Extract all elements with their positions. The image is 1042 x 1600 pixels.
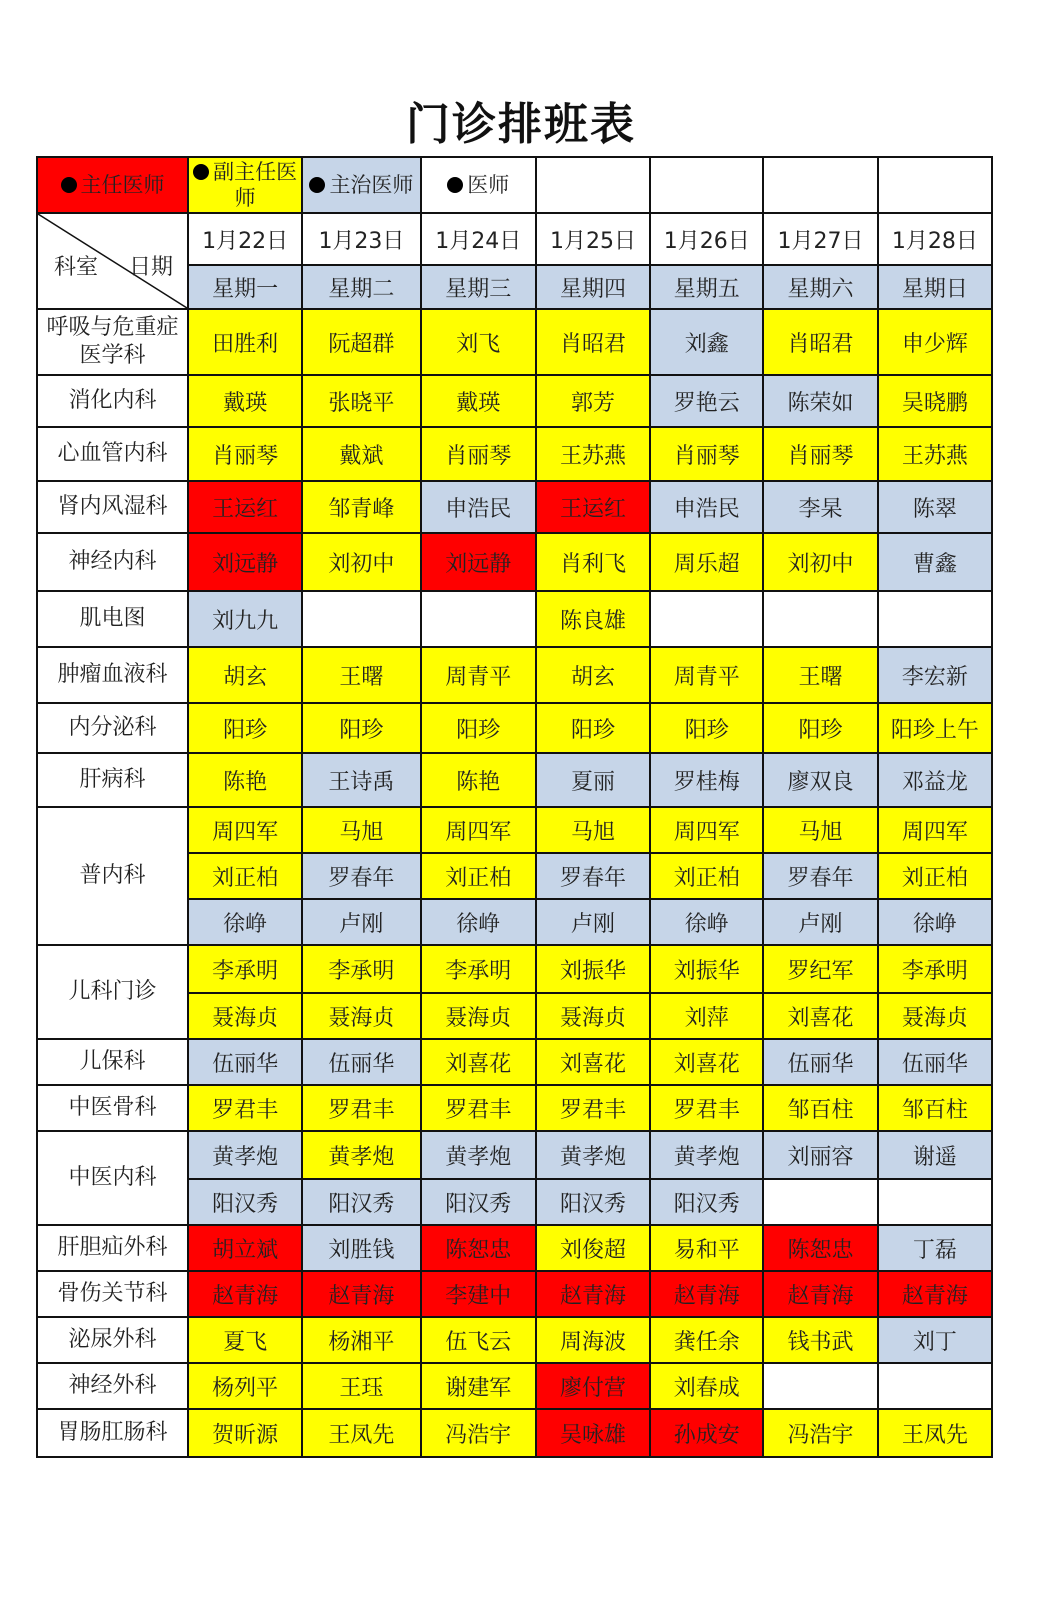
doctor-cell: 刘鑫	[650, 309, 763, 375]
doctor-cell: 聂海贞	[421, 993, 536, 1039]
doctor-cell: 陈恕忠	[763, 1225, 877, 1271]
doctor-cell: 黄孝炮	[188, 1131, 302, 1179]
doctor-cell: 刘振华	[650, 945, 763, 993]
doctor-cell: 黄孝炮	[302, 1131, 420, 1179]
doctor-cell: 胡立斌	[188, 1225, 302, 1271]
dept-header-label: 科室	[54, 255, 99, 280]
date-header-label: 日期	[128, 255, 173, 280]
doctor-cell: 罗君丰	[536, 1085, 650, 1131]
empty-cell	[763, 157, 877, 213]
doctor-cell: 罗春年	[536, 853, 650, 899]
department-name: 心血管内科	[37, 427, 188, 481]
doctor-cell: 马旭	[536, 807, 650, 853]
doctor-cell: 阳汉秀	[188, 1179, 302, 1225]
doctor-cell: 杨湘平	[302, 1317, 420, 1363]
schedule-row	[37, 1225, 992, 1271]
department-name: 儿科门诊	[37, 945, 188, 1039]
empty-cell	[878, 157, 992, 213]
doctor-cell: 阳汉秀	[536, 1179, 650, 1225]
doctor-cell: 罗艳云	[650, 375, 763, 427]
doctor-cell: 邹百柱	[878, 1085, 992, 1131]
schedule-row	[37, 533, 992, 591]
doctor-cell: 申少辉	[878, 309, 992, 375]
doctor-cell: 刘正柏	[878, 853, 992, 899]
doctor-cell: 申浩民	[421, 481, 536, 533]
weekday-cell: 星期六	[763, 265, 877, 309]
bullet-icon	[61, 177, 77, 193]
doctor-cell: 伍丽华	[763, 1039, 877, 1085]
doctor-cell: 聂海贞	[188, 993, 302, 1039]
doctor-cell: 田胜利	[188, 309, 302, 375]
department-name: 消化内科	[37, 375, 188, 427]
doctor-cell: 刘喜花	[421, 1039, 536, 1085]
doctor-cell: 王苏燕	[878, 427, 992, 481]
doctor-cell: 伍飞云	[421, 1317, 536, 1363]
doctor-cell: 肖丽琴	[421, 427, 536, 481]
doctor-cell	[763, 591, 877, 647]
doctor-cell: 阳珍	[536, 703, 650, 753]
doctor-cell: 阳汉秀	[650, 1179, 763, 1225]
schedule-row	[37, 945, 992, 993]
doctor-cell: 刘正柏	[421, 853, 536, 899]
department-name: 泌尿外科	[37, 1317, 188, 1363]
doctor-cell: 周乐超	[650, 533, 763, 591]
doctor-cell: 陈恕忠	[421, 1225, 536, 1271]
doctor-cell: 王曙	[763, 647, 877, 703]
doctor-cell: 李承明	[421, 945, 536, 993]
schedule-row	[37, 753, 992, 807]
schedule-row	[37, 703, 992, 753]
doctor-cell: 廖付营	[536, 1363, 650, 1409]
doctor-cell: 王凤先	[302, 1409, 420, 1457]
doctor-cell: 马旭	[302, 807, 420, 853]
schedule-row	[37, 1039, 992, 1085]
doctor-cell: 罗纪军	[763, 945, 877, 993]
doctor-cell: 阳珍上午	[878, 703, 992, 753]
doctor-cell: 聂海贞	[536, 993, 650, 1039]
doctor-cell: 易和平	[650, 1225, 763, 1271]
doctor-cell: 曹鑫	[878, 533, 992, 591]
doctor-cell: 赵青海	[536, 1271, 650, 1317]
legend-attending-physician: 主治医师	[302, 157, 420, 213]
doctor-cell: 刘振华	[536, 945, 650, 993]
doctor-cell: 孙成安	[650, 1409, 763, 1457]
schedule-row	[37, 309, 992, 375]
doctor-cell: 徐峥	[878, 899, 992, 945]
doctor-cell: 阳汉秀	[421, 1179, 536, 1225]
doctor-cell: 王珏	[302, 1363, 420, 1409]
doctor-cell: 李承明	[302, 945, 420, 993]
doctor-cell: 冯浩宇	[421, 1409, 536, 1457]
doctor-cell: 邹百柱	[763, 1085, 877, 1131]
schedule-row	[37, 1363, 992, 1409]
bullet-icon	[447, 177, 463, 193]
department-name: 内分泌科	[37, 703, 188, 753]
department-name: 普内科	[37, 807, 188, 945]
doctor-cell: 黄孝炮	[650, 1131, 763, 1179]
doctor-cell: 肖丽琴	[650, 427, 763, 481]
doctor-cell	[302, 591, 420, 647]
header-corner	[37, 213, 188, 309]
doctor-cell: 陈荣如	[763, 375, 877, 427]
doctor-cell: 刘丽容	[763, 1131, 877, 1179]
doctor-cell: 罗君丰	[421, 1085, 536, 1131]
date-cell: 1月27日	[763, 213, 877, 265]
department-name: 骨伤关节科	[37, 1271, 188, 1317]
doctor-cell: 刘俊超	[536, 1225, 650, 1271]
doctor-cell: 夏丽	[536, 753, 650, 807]
department-name: 中医内科	[37, 1131, 188, 1225]
doctor-cell: 徐峥	[650, 899, 763, 945]
date-cell: 1月22日	[188, 213, 302, 265]
doctor-cell: 黄孝炮	[421, 1131, 536, 1179]
department-name: 神经内科	[37, 533, 188, 591]
doctor-cell: 阮超群	[302, 309, 420, 375]
doctor-cell: 周四军	[188, 807, 302, 853]
doctor-cell: 罗桂梅	[650, 753, 763, 807]
legend-chief-physician: 主任医师	[37, 157, 188, 213]
doctor-cell: 刘飞	[421, 309, 536, 375]
doctor-cell: 伍丽华	[878, 1039, 992, 1085]
department-name: 肾内风湿科	[37, 481, 188, 533]
doctor-cell: 王诗禹	[302, 753, 420, 807]
doctor-cell: 陈艳	[188, 753, 302, 807]
department-name: 儿保科	[37, 1039, 188, 1085]
doctor-cell: 刘喜花	[536, 1039, 650, 1085]
doctor-cell: 卢刚	[302, 899, 420, 945]
doctor-cell: 肖利飞	[536, 533, 650, 591]
doctor-cell: 谢建军	[421, 1363, 536, 1409]
doctor-cell: 阳珍	[763, 703, 877, 753]
doctor-cell	[763, 1179, 877, 1225]
department-name: 肝胆疝外科	[37, 1225, 188, 1271]
doctor-cell: 张晓平	[302, 375, 420, 427]
schedule-row	[37, 1131, 992, 1179]
doctor-cell: 聂海贞	[302, 993, 420, 1039]
date-row	[37, 213, 992, 265]
doctor-cell: 杨列平	[188, 1363, 302, 1409]
doctor-cell	[878, 1179, 992, 1225]
date-cell: 1月25日	[536, 213, 650, 265]
schedule-row	[37, 591, 992, 647]
legend-associate-chief-physician: 副主任医师	[188, 157, 302, 213]
doctor-cell: 肖丽琴	[763, 427, 877, 481]
doctor-cell: 罗君丰	[302, 1085, 420, 1131]
department-name: 肿瘤血液科	[37, 647, 188, 703]
department-name: 肝病科	[37, 753, 188, 807]
doctor-cell: 周海波	[536, 1317, 650, 1363]
doctor-cell: 罗君丰	[650, 1085, 763, 1131]
date-cell: 1月28日	[878, 213, 992, 265]
doctor-cell: 肖昭君	[763, 309, 877, 375]
doctor-cell: 冯浩宇	[763, 1409, 877, 1457]
legend-row	[37, 157, 992, 213]
doctor-cell	[878, 591, 992, 647]
doctor-cell: 申浩民	[650, 481, 763, 533]
schedule-row	[37, 375, 992, 427]
doctor-cell: 马旭	[763, 807, 877, 853]
empty-cell	[536, 157, 650, 213]
doctor-cell: 卢刚	[536, 899, 650, 945]
doctor-cell: 陈艳	[421, 753, 536, 807]
doctor-cell: 阳珍	[302, 703, 420, 753]
schedule-row	[37, 427, 992, 481]
doctor-cell: 徐峥	[188, 899, 302, 945]
doctor-cell: 胡玄	[188, 647, 302, 703]
date-cell: 1月23日	[302, 213, 420, 265]
doctor-cell: 廖双良	[763, 753, 877, 807]
doctor-cell: 李承明	[878, 945, 992, 993]
doctor-cell: 肖丽琴	[188, 427, 302, 481]
doctor-cell: 王运红	[188, 481, 302, 533]
doctor-cell: 钱书武	[763, 1317, 877, 1363]
doctor-cell: 肖昭君	[536, 309, 650, 375]
doctor-cell	[650, 591, 763, 647]
doctor-cell: 黄孝炮	[536, 1131, 650, 1179]
weekday-cell: 星期四	[536, 265, 650, 309]
doctor-cell: 刘正柏	[650, 853, 763, 899]
doctor-cell: 徐峥	[421, 899, 536, 945]
department-name: 神经外科	[37, 1363, 188, 1409]
doctor-cell: 邓益龙	[878, 753, 992, 807]
weekday-cell: 星期五	[650, 265, 763, 309]
doctor-cell: 李宏新	[878, 647, 992, 703]
page-title: 门诊排班表	[406, 99, 636, 150]
bullet-icon	[193, 164, 209, 180]
doctor-cell: 赵青海	[763, 1271, 877, 1317]
doctor-cell: 夏飞	[188, 1317, 302, 1363]
weekday-cell: 星期一	[188, 265, 302, 309]
doctor-cell: 赵青海	[650, 1271, 763, 1317]
weekday-cell: 星期三	[421, 265, 536, 309]
doctor-cell: 阳珍	[650, 703, 763, 753]
doctor-cell: 刘远静	[421, 533, 536, 591]
doctor-cell: 邹青峰	[302, 481, 420, 533]
doctor-cell	[878, 1363, 992, 1409]
doctor-cell	[421, 591, 536, 647]
doctor-cell: 王运红	[536, 481, 650, 533]
doctor-cell: 戴斌	[302, 427, 420, 481]
schedule-row	[37, 481, 992, 533]
doctor-cell: 卢刚	[763, 899, 877, 945]
schedule-row	[37, 807, 992, 853]
schedule-table	[36, 156, 993, 1458]
schedule-row	[37, 1317, 992, 1363]
doctor-cell: 周四军	[421, 807, 536, 853]
department-name: 呼吸与危重症医学科	[37, 309, 188, 375]
doctor-cell: 伍丽华	[302, 1039, 420, 1085]
doctor-cell: 周青平	[650, 647, 763, 703]
doctor-cell: 刘喜花	[763, 993, 877, 1039]
doctor-cell: 丁磊	[878, 1225, 992, 1271]
department-name: 中医骨科	[37, 1085, 188, 1131]
doctor-cell: 聂海贞	[878, 993, 992, 1039]
doctor-cell: 刘萍	[650, 993, 763, 1039]
schedule-row	[37, 1409, 992, 1457]
date-cell: 1月26日	[650, 213, 763, 265]
doctor-cell: 刘胜钱	[302, 1225, 420, 1271]
doctor-cell: 阳汉秀	[302, 1179, 420, 1225]
doctor-cell: 赵青海	[878, 1271, 992, 1317]
doctor-cell: 刘丁	[878, 1317, 992, 1363]
doctor-cell: 周四军	[878, 807, 992, 853]
doctor-cell: 罗春年	[763, 853, 877, 899]
doctor-cell: 李承明	[188, 945, 302, 993]
schedule-row	[37, 647, 992, 703]
date-cell: 1月24日	[421, 213, 536, 265]
doctor-cell: 刘初中	[302, 533, 420, 591]
weekday-cell: 星期日	[878, 265, 992, 309]
doctor-cell: 刘喜花	[650, 1039, 763, 1085]
doctor-cell: 罗君丰	[188, 1085, 302, 1131]
doctor-cell: 伍丽华	[188, 1039, 302, 1085]
doctor-cell: 赵青海	[188, 1271, 302, 1317]
doctor-cell: 贺昕源	[188, 1409, 302, 1457]
weekday-cell: 星期二	[302, 265, 420, 309]
doctor-cell: 吴晓鹏	[878, 375, 992, 427]
doctor-cell	[763, 1363, 877, 1409]
department-name: 胃肠肛肠科	[37, 1409, 188, 1457]
doctor-cell: 周四军	[650, 807, 763, 853]
doctor-cell: 阳珍	[421, 703, 536, 753]
doctor-cell: 刘初中	[763, 533, 877, 591]
doctor-cell: 赵青海	[302, 1271, 420, 1317]
doctor-cell: 王曙	[302, 647, 420, 703]
doctor-cell: 戴瑛	[421, 375, 536, 427]
doctor-cell: 罗春年	[302, 853, 420, 899]
doctor-cell: 周青平	[421, 647, 536, 703]
legend-physician: 医师	[421, 157, 536, 213]
doctor-cell: 王凤先	[878, 1409, 992, 1457]
doctor-cell: 王苏燕	[536, 427, 650, 481]
doctor-cell: 李杲	[763, 481, 877, 533]
doctor-cell: 阳珍	[188, 703, 302, 753]
doctor-cell: 谢遥	[878, 1131, 992, 1179]
doctor-cell: 李建中	[421, 1271, 536, 1317]
doctor-cell: 刘正柏	[188, 853, 302, 899]
doctor-cell: 刘九九	[188, 591, 302, 647]
schedule-row	[37, 1085, 992, 1131]
doctor-cell: 刘远静	[188, 533, 302, 591]
doctor-cell: 吴咏雄	[536, 1409, 650, 1457]
doctor-cell: 戴瑛	[188, 375, 302, 427]
department-name: 肌电图	[37, 591, 188, 647]
doctor-cell: 陈翠	[878, 481, 992, 533]
doctor-cell: 胡玄	[536, 647, 650, 703]
doctor-cell: 龚任余	[650, 1317, 763, 1363]
doctor-cell: 刘春成	[650, 1363, 763, 1409]
empty-cell	[650, 157, 763, 213]
schedule-row	[37, 1271, 992, 1317]
bullet-icon	[309, 177, 325, 193]
doctor-cell: 郭芳	[536, 375, 650, 427]
doctor-cell: 陈良雄	[536, 591, 650, 647]
